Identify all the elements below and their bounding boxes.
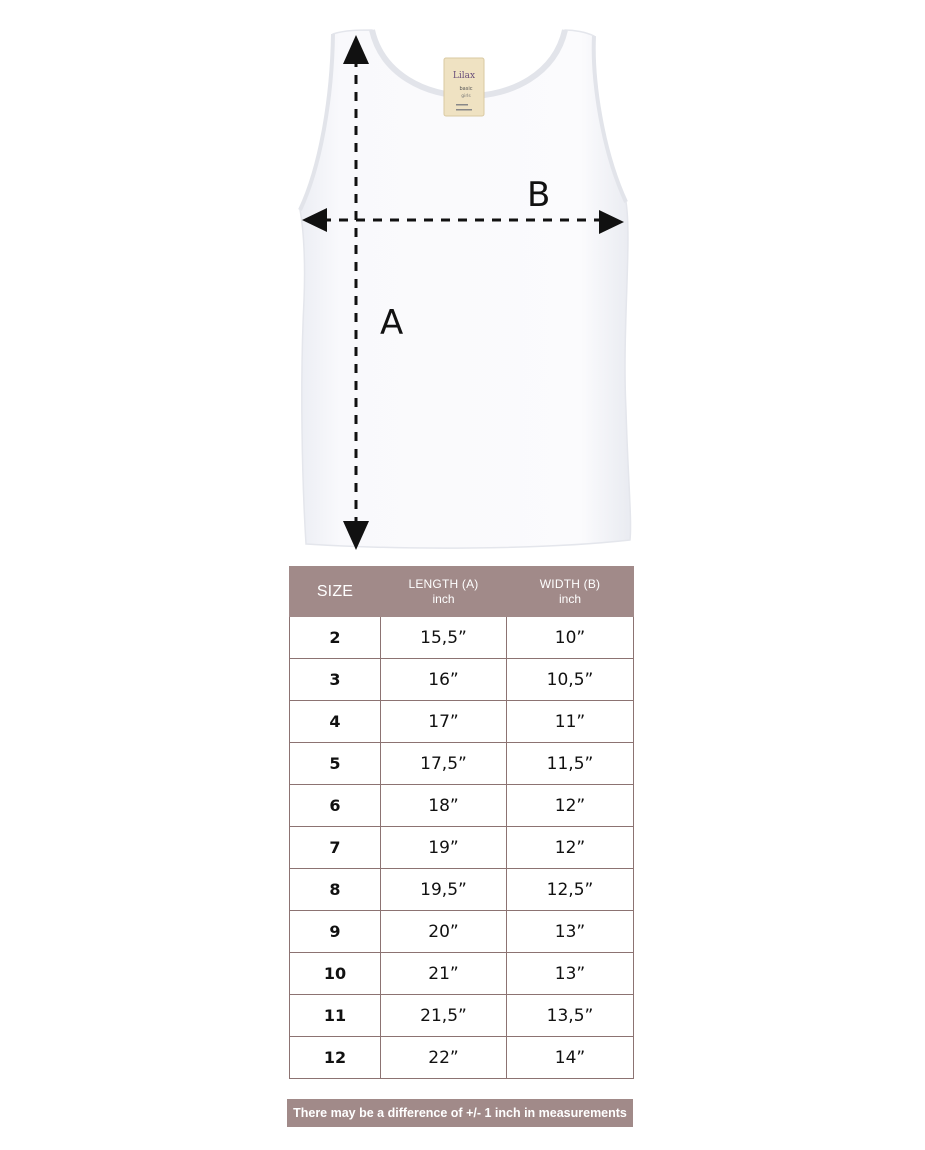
size-cell: 3	[290, 659, 381, 701]
table-row	[290, 995, 634, 1037]
neck-tag	[444, 58, 484, 116]
size-cell: 7	[290, 827, 381, 869]
length-cell: 19”	[381, 827, 507, 869]
size-cell: 10	[290, 953, 381, 995]
size-cell: 6	[290, 785, 381, 827]
length-cell: 22”	[381, 1037, 507, 1079]
size-cell: 8	[290, 869, 381, 911]
size-cell: 5	[290, 743, 381, 785]
width-cell: 13”	[507, 911, 634, 953]
header-width-unit: inch	[558, 592, 581, 606]
size-cell: 4	[290, 701, 381, 743]
length-cell: 21”	[381, 953, 507, 995]
table-row	[290, 701, 634, 743]
table-row	[290, 1037, 634, 1079]
table-row	[290, 953, 634, 995]
table-row	[290, 869, 634, 911]
table-header-row	[290, 567, 634, 617]
header-size	[290, 567, 381, 617]
width-cell: 10”	[507, 617, 634, 659]
width-cell: 11”	[507, 701, 634, 743]
width-label: B	[527, 175, 551, 215]
tag-print-lines	[456, 104, 468, 106]
measurement-disclaimer: There may be a difference of +/- 1 inch in measurements	[287, 1099, 633, 1127]
tag-line2: girls	[461, 94, 471, 99]
table-row	[290, 785, 634, 827]
size-cell: 2	[290, 617, 381, 659]
size-cell: 9	[290, 911, 381, 953]
length-cell: 19,5”	[381, 869, 507, 911]
width-cell: 11,5”	[507, 743, 634, 785]
length-cell: 15,5”	[381, 617, 507, 659]
table-row	[290, 617, 634, 659]
header-size-label: SIZE	[316, 582, 354, 600]
width-cell: 10,5”	[507, 659, 634, 701]
width-cell: 12,5”	[507, 869, 634, 911]
length-cell: 20”	[381, 911, 507, 953]
table-row	[290, 659, 634, 701]
width-cell: 14”	[507, 1037, 634, 1079]
width-cell: 12”	[507, 827, 634, 869]
tag-line1: basic	[459, 86, 473, 92]
header-length-unit: inch	[432, 592, 455, 606]
size-cell: 11	[290, 995, 381, 1037]
length-cell: 17,5”	[381, 743, 507, 785]
tank-top-illustration	[0, 0, 925, 560]
header-width-label: WIDTH (B)	[539, 577, 601, 591]
width-cell: 13,5”	[507, 995, 634, 1037]
width-cell: 13”	[507, 953, 634, 995]
header-length-label: LENGTH (A)	[408, 577, 479, 591]
length-cell: 18”	[381, 785, 507, 827]
width-cell: 12”	[507, 785, 634, 827]
size-cell: 12	[290, 1037, 381, 1079]
header-length	[381, 567, 507, 617]
size-chart-table	[289, 566, 634, 1079]
length-cell: 17”	[381, 701, 507, 743]
length-cell: 21,5”	[381, 995, 507, 1037]
table-row	[290, 911, 634, 953]
table-row	[290, 827, 634, 869]
length-label: A	[380, 303, 404, 343]
tag-brand: Lilax	[452, 71, 476, 81]
header-width	[507, 567, 634, 617]
table-row	[290, 743, 634, 785]
length-cell: 16”	[381, 659, 507, 701]
